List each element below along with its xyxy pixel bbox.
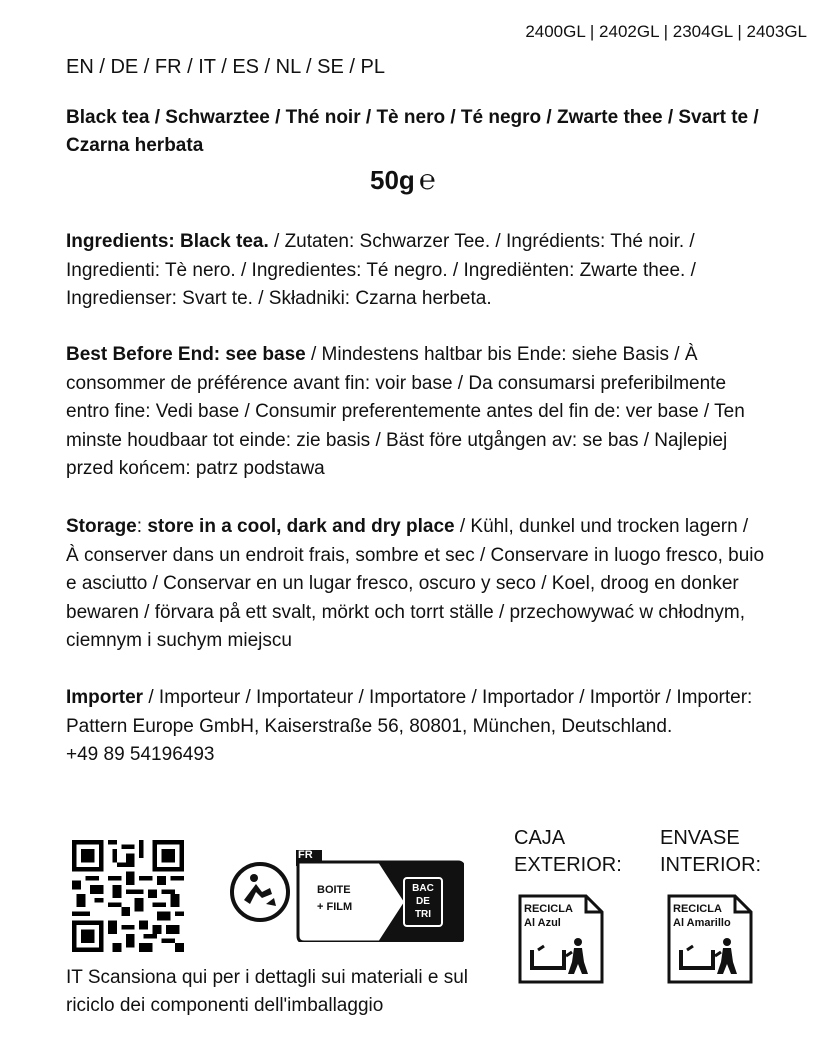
storage-label: Storage [66,516,137,537]
outer-box-label-line2: EXTERIOR: [514,854,622,876]
product-codes: 2400GL | 2402GL | 2304GL | 2403GL [525,22,807,41]
best-before-section [66,341,766,484]
outer-box-label [514,825,622,879]
triman-items [317,882,352,916]
importer-phone: +49 89 54196493 [66,744,215,766]
inner-pack-label [660,825,761,879]
triman-country: FR [298,849,313,861]
qr-code-icon[interactable] [72,840,184,952]
triman-bin-line1: BAC [412,883,434,894]
ingredients-section [66,228,766,314]
net-weight-value: 50g [370,165,415,195]
triman-item-box: BOITE [317,884,351,896]
product-title: Black tea / Schwarztee / Thé noir / Tè nero / Té negro / Zwarte thee / Svart te / Czarna herbata [66,107,759,156]
storage-section [66,513,766,656]
outer-badge-title: RECICLA [524,903,573,915]
importer-section [66,684,766,770]
importer-translations: / Importeur / Importateur / Importatore / Importador / Importör / Importer: [143,687,753,708]
triman-bin [406,882,440,921]
outer-box-label-line1: CAJA [514,827,566,849]
importer-address: Pattern Europe GmbH, Kaiserstraße 56, 80801, München, Deutschland. [66,715,673,737]
inner-badge-sub: Al Amarillo [673,917,731,929]
language-list: EN / DE / FR / IT / ES / NL / SE / PL [66,56,385,78]
triman-item-film: + FILM [317,901,353,913]
storage-instruction: store in a cool, dark and dry place [147,516,455,537]
triman-bin-line2: DE [416,896,430,907]
ingredients-translations: / Zutaten: Schwarzer Tee. / Ingrédients: Thé noir. / Ingredienti: Tè nero. / Ingredientes: Té negro. / Ingrediënten: Zwarte thee. / Ingredienser: Svart te. / Składniki: Czarna herbeta. [66,231,696,310]
outer-badge-text [524,902,573,930]
triman-bin-line3: TRI [414,909,432,920]
best-before-label: Best Before End: see base [66,344,306,365]
inner-pack-label-line2: INTERIOR: [660,854,762,876]
importer-label: Importer [66,687,144,708]
estimated-sign-icon: ℮ [418,164,436,195]
storage-translations: / Kühl, dunkel und trocken lagern / À conserver dans un endroit frais, sombre et sec / Conservare in luogo fresco, buio e asciutto / Conservar en un lugar fresco, oscuro y seco / Koel, droog en donker bewaren / förvara på ett svalt, mörkt och torrt ställe / przechowywać w chłodnym, ciemnym i suchym miejscu [66,516,765,652]
inner-badge-text [673,902,731,930]
storage-colon: : [136,516,148,537]
ingredients-label: Ingredients: Black tea. [66,231,269,252]
inner-pack-label-line1: ENVASE [660,827,740,849]
best-before-translations: / Mindestens haltbar bis Ende: siehe Basis / À consommer de préférence avant fin: voir base / Da consumarsi preferibilmente entro fine: Vedi base / Consumir preferentemente antes del fin de: ver base / Ten minste houdbaar tot einde: zie basis / Bäst före utgången av: se bas / Najlepiej przed końcem: patrz podstawa [66,344,745,480]
net-weight [370,164,436,196]
scan-instructions: IT Scansiona qui per i dettagli sui materiali e sul riciclo dei componenti dell'imballaggio [66,967,469,1016]
inner-badge-title: RECICLA [673,903,722,915]
outer-badge-sub: Al Azul [524,917,561,929]
